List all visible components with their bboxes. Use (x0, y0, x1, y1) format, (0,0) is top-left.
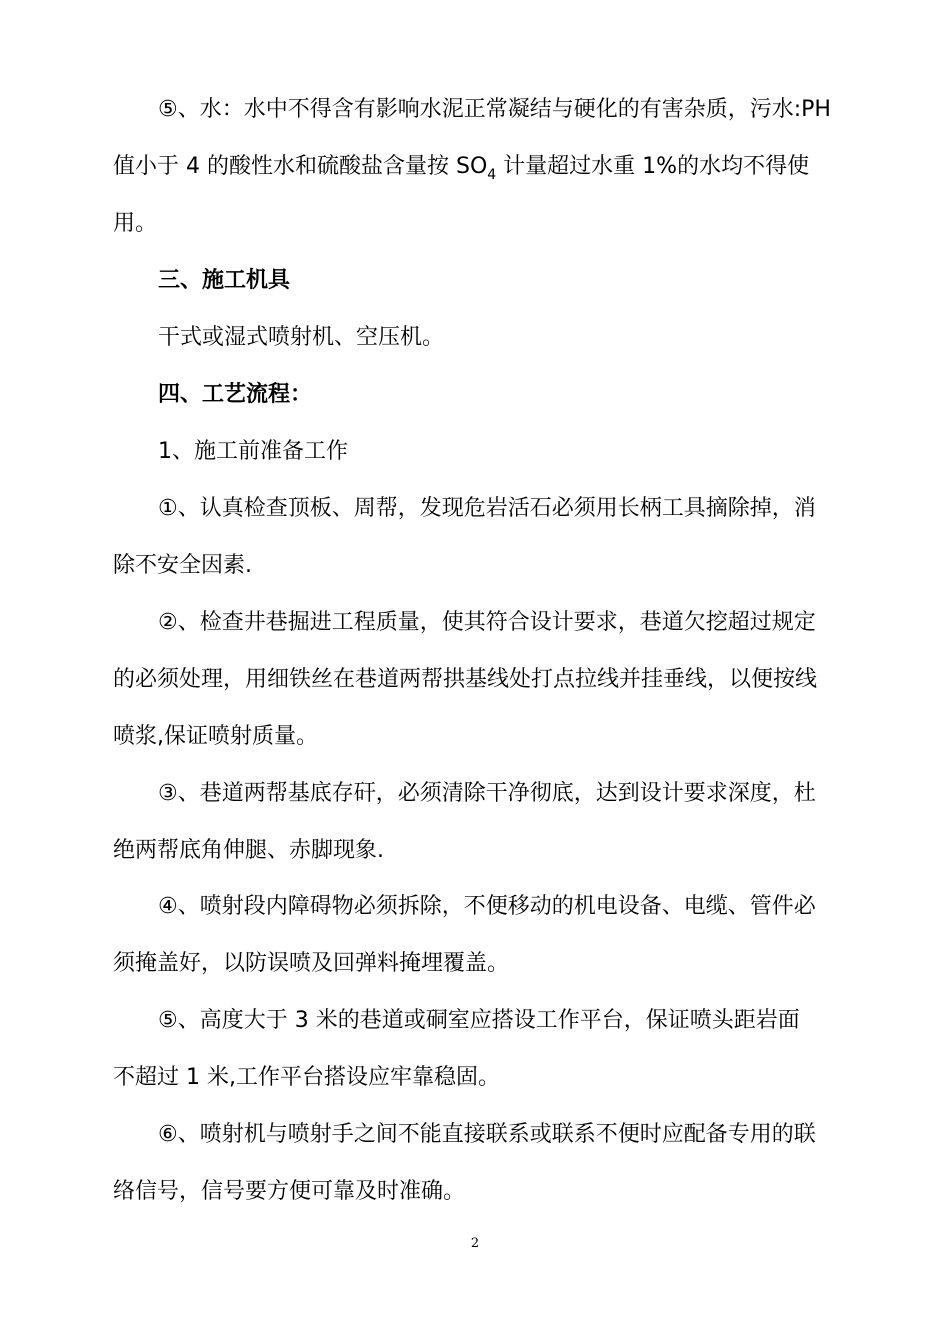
section-4-heading: 四、工艺流程： (158, 382, 313, 407)
item-5-line-2: 不超过 1 米,工作平台搭设应牢靠稳固。 (113, 1065, 500, 1090)
item-6-line-2: 络信号，信号要方便可靠及时准确。 (113, 1179, 466, 1204)
item-4-line-2: 须掩盖好，以防误喷及回弹料掩埋覆盖。 (113, 951, 510, 976)
so4-subscript: 4 (487, 167, 497, 183)
item-3-line-2: 绝两帮底角伸腿、赤脚现象. (113, 838, 384, 863)
section-3-text: 干式或湿式喷射机、空压机。 (158, 325, 445, 350)
water-line-3: 用。 (113, 211, 158, 236)
item-1-line-2: 除不安全因素. (113, 553, 252, 578)
item-2-line-1: ②、检查井巷掘进工程质量，使其符合设计要求，巷道欠挖超过规定 (158, 610, 816, 635)
item-6-line-1: ⑥、喷射机与喷射手之间不能直接联系或联系不便时应配备专用的联 (158, 1122, 816, 1147)
item-1-line-1: ①、认真检查顶板、周帮，发现危岩活石必须用长柄工具摘除掉，消 (158, 496, 816, 521)
item-2-line-2: 的必须处理，用细铁丝在巷道两帮拱基线处打点拉线并挂垂线，以便按线 (113, 667, 818, 692)
water-line-2a: 值小于 4 的酸性水和硫酸盐含量按 SO (113, 154, 488, 179)
subsection-1-heading: 1、施工前准备工作 (158, 439, 348, 464)
water-line-1: ⑤、水：水中不得含有影响水泥正常凝结与硬化的有害杂质，污水:PH (158, 97, 831, 122)
page-number: 2 (470, 1236, 480, 1251)
item-3-line-1: ③、巷道两帮基底存矸，必须清除干净彻底，达到设计要求深度，杜 (158, 781, 816, 806)
water-line-2 (113, 138, 809, 195)
item-5-line-1: ⑤、高度大于 3 米的巷道或硐室应搭设工作平台，保证喷头距岩面 (158, 1008, 800, 1033)
item-4-line-1: ④、喷射段内障碍物必须拆除，不便移动的机电设备、电缆、管件必 (158, 894, 816, 919)
item-2-line-3: 喷浆,保证喷射质量。 (113, 724, 318, 749)
section-3-heading: 三、施工机具 (158, 268, 291, 293)
water-line-2b: 计量超过水重 1%的水均不得使 (496, 154, 810, 179)
